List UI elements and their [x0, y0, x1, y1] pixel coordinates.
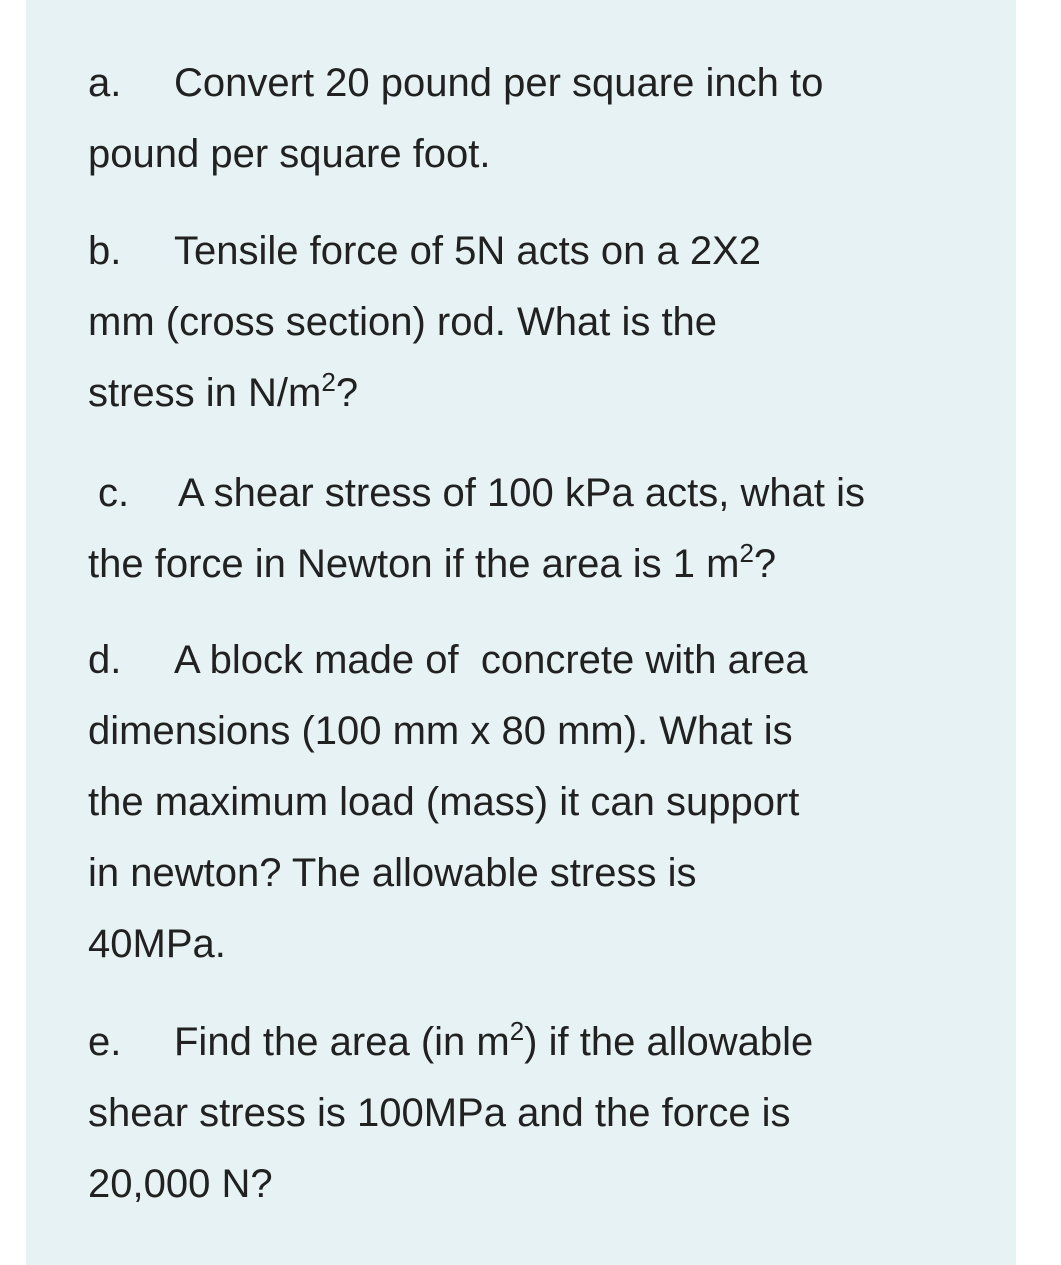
question-d-line-1: d. A block made of concrete with area	[88, 625, 968, 696]
question-c-label: c.	[98, 471, 130, 515]
question-e-line-2: shear stress is 100MPa and the force is	[88, 1091, 791, 1135]
question-d-line-4: in newton? The allowable stress is	[88, 851, 697, 895]
question-a-label: a.	[88, 61, 122, 105]
question-e-line-3: 20,000 N?	[88, 1162, 273, 1206]
superscript-2: 2	[321, 367, 336, 397]
superscript-2: 2	[509, 1016, 525, 1046]
question-b-label: b.	[88, 229, 122, 273]
question-c-line-2: the force in Newton if the area is 1 $m^2$?	[88, 538, 777, 586]
question-b-line-3: stress in $N/m^2$?	[88, 367, 359, 415]
superscript-2: 2	[739, 538, 754, 568]
question-e-label: e.	[88, 1020, 122, 1064]
question-a	[88, 48, 968, 190]
question-e-line-1: e. Find the area (in $m^2$) if the allowable	[88, 1007, 968, 1078]
question-d-label: d.	[88, 638, 122, 682]
question-d	[88, 625, 968, 980]
question-d-line-2: dimensions (100 mm x 80 mm). What is	[88, 709, 793, 753]
question-a-line-2: pound per square foot.	[88, 132, 491, 176]
question-c-line-1: c. A shear stress of 100 kPa acts, what is	[88, 458, 968, 529]
question-a-line-1: a. Convert 20 pound per square inch to	[88, 48, 968, 119]
question-c	[88, 458, 968, 600]
question-b-line-2: mm (cross section) rod. What is the	[88, 300, 718, 344]
question-e	[88, 1007, 968, 1220]
question-d-line-5: 40MPa.	[88, 922, 226, 966]
question-b-line-1: b. Tensile force of 5N acts on a 2X2	[88, 216, 968, 287]
question-d-line-3: the maximum load (mass) it can support	[88, 780, 800, 824]
question-b	[88, 216, 968, 429]
